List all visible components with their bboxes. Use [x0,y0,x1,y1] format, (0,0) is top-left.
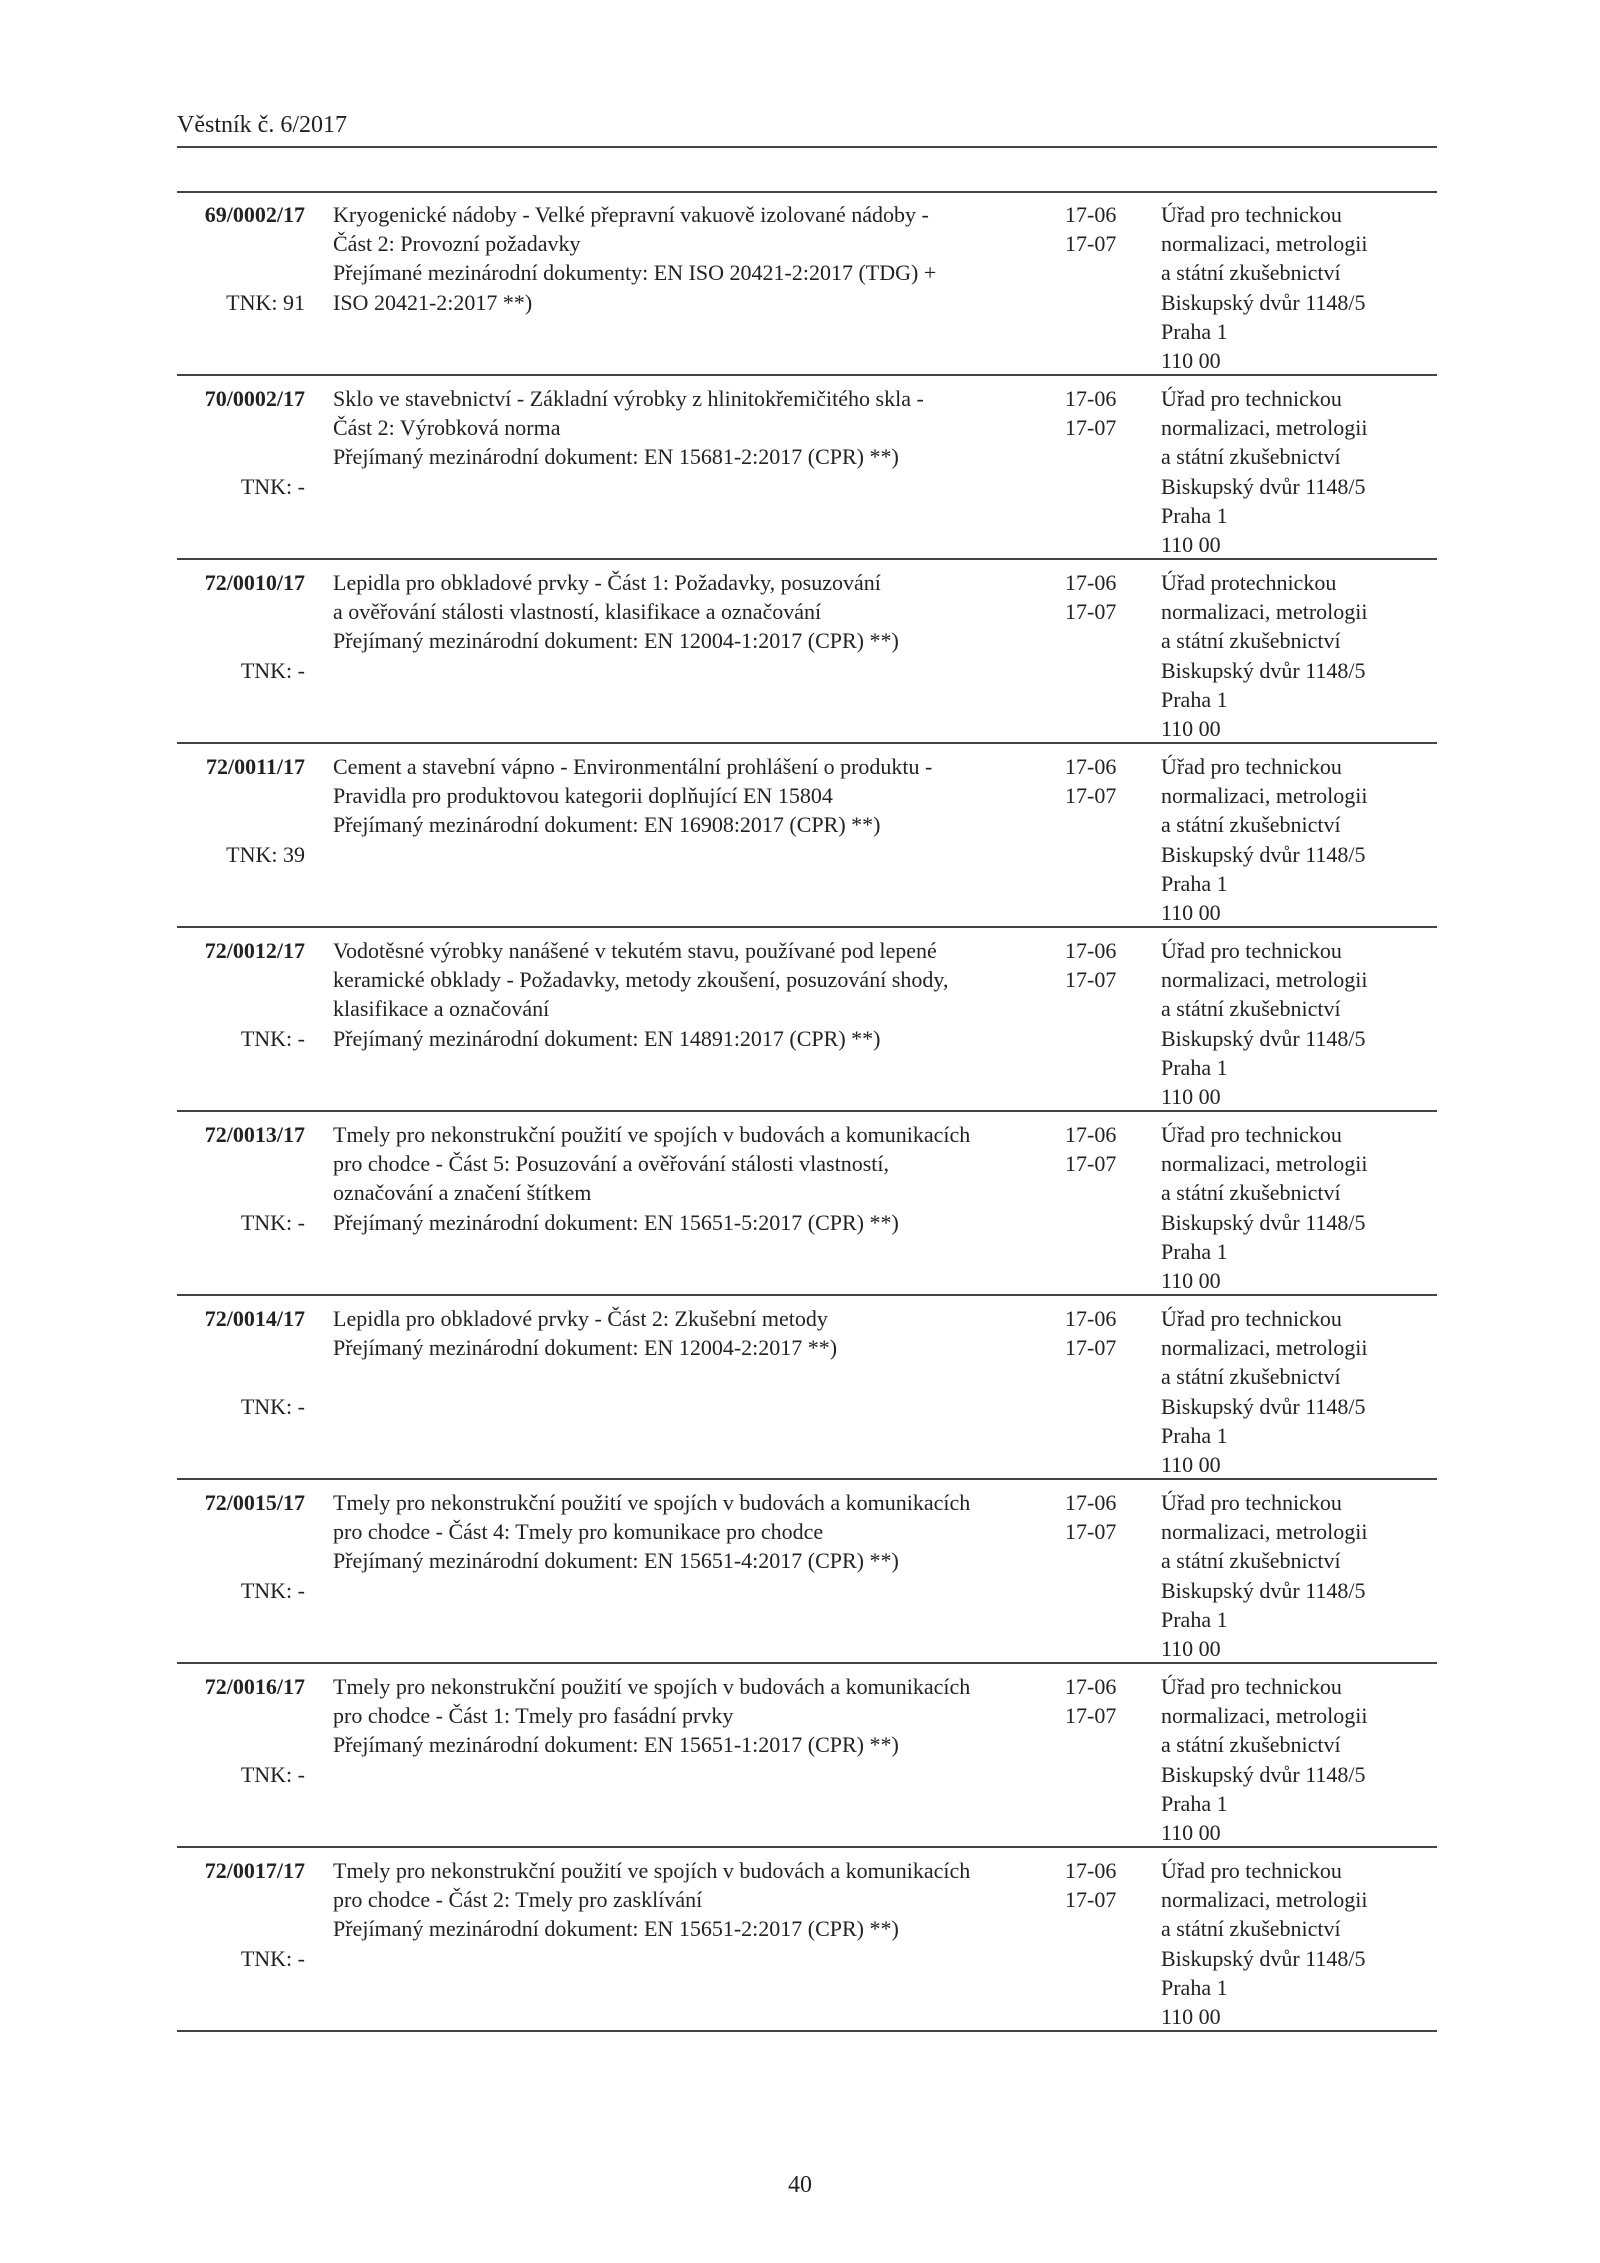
organization-cell [1161,384,1441,559]
organization-line: Praha 1 [1161,1422,1228,1448]
organization-line: Úřad pro technickou [1161,386,1342,411]
organization-line: 110 00 [1161,1636,1221,1662]
description-line: Tmely pro nekonstrukční použití ve spojích v budovách a komunikacích [333,1490,971,1515]
tnk-number: TNK: - [240,1209,305,1235]
dates-line: 17-06 [1065,1122,1117,1147]
description-cell [333,1120,1053,1237]
page-number: 40 [788,2172,812,2198]
organization-line: 110 00 [1161,1268,1221,1294]
organization-line: normalizaci, metrologii [1161,231,1368,257]
dates-line: 17-06 [1065,1674,1117,1699]
organization-line: normalizaci, metrologii [1161,1703,1368,1729]
description-line: Přejímaný mezinárodní dokument: EN 15651-5:2017 (CPR) **) [333,1209,899,1235]
dates-line: 17-06 [1065,938,1117,963]
description-cell [333,200,1053,317]
description-line: Přejímaný mezinárodní dokument: EN 12004-2:2017 **) [333,1335,838,1361]
dates-line: 17-07 [1065,1151,1117,1177]
description-line: Sklo ve stavebnictví - Základní výrobky z hlinitokřemičitého skla - [333,386,924,411]
organization-line: normalizaci, metrologii [1161,1151,1368,1177]
organization-line: 110 00 [1161,716,1221,742]
tnk-number: TNK: 91 [226,289,305,315]
organization-line: Praha 1 [1161,686,1228,712]
dates-line: 17-06 [1065,570,1117,595]
table-row [177,1480,1437,1664]
description-line: Přejímaný mezinárodní dokument: EN 12004-1:2017 (CPR) **) [333,628,899,654]
dates-cell [1065,1120,1145,1178]
description-line: Přejímaný mezinárodní dokument: EN 14891:2017 (CPR) **) [333,1025,881,1051]
tnk-number: TNK: - [240,1025,305,1051]
dates-cell [1065,1488,1145,1546]
table-row [177,744,1437,928]
organization-line: 110 00 [1161,1452,1221,1478]
tnk-number: TNK: - [240,473,305,499]
description-cell [333,384,1053,472]
organization-line: Praha 1 [1161,870,1228,896]
description-line: Část 2: Výrobková norma [333,415,561,441]
description-line: Tmely pro nekonstrukční použití ve spojích v budovách a komunikacích [333,1858,971,1883]
organization-line: Biskupský dvůr 1148/5 [1161,1761,1366,1787]
standard-code: 72/0017/17 [204,1858,305,1883]
page-header-title: Věstník č. 6/2017 [177,112,347,138]
dates-line: 17-07 [1065,1519,1117,1545]
organization-cell [1161,1304,1441,1479]
dates-cell [1065,936,1145,994]
tnk-number: TNK: - [240,1577,305,1603]
organization-line: a státní zkušebnictví [1161,260,1341,286]
description-line: pro chodce - Část 4: Tmely pro komunikace pro chodce [333,1519,824,1545]
organization-line: Biskupský dvůr 1148/5 [1161,1209,1366,1235]
organization-line: a státní zkušebnictví [1161,1548,1341,1574]
table-row [177,1664,1437,1848]
organization-line: Biskupský dvůr 1148/5 [1161,1577,1366,1603]
table-row [177,1112,1437,1296]
organization-line: Biskupský dvůr 1148/5 [1161,289,1366,315]
tnk-number: TNK: - [240,657,305,683]
organization-line: Úřad pro technickou [1161,1306,1342,1331]
organization-line: Úřad pro technickou [1161,1858,1342,1883]
description-line: Tmely pro nekonstrukční použití ve spojích v budovách a komunikacích [333,1122,971,1147]
organization-line: 110 00 [1161,348,1221,374]
dates-cell [1065,568,1145,626]
standards-table [177,192,1437,2032]
dates-line: 17-07 [1065,231,1117,257]
organization-line: Biskupský dvůr 1148/5 [1161,657,1366,683]
organization-line: a státní zkušebnictví [1161,996,1341,1022]
table-row [177,1296,1437,1480]
organization-line: Úřad pro technickou [1161,1122,1342,1147]
dates-line: 17-06 [1065,1858,1117,1883]
organization-line: Biskupský dvůr 1148/5 [1161,473,1366,499]
description-cell [333,1304,1053,1362]
description-cell [333,1672,1053,1760]
dates-cell [1065,752,1145,810]
description-line: pro chodce - Část 2: Tmely pro zasklívání [333,1887,703,1913]
dates-line: 17-07 [1065,1335,1117,1361]
organization-line: Úřad protechnickou [1161,570,1337,595]
dates-line: 17-07 [1065,967,1117,993]
organization-line: Úřad pro technickou [1161,1674,1342,1699]
description-line: Kryogenické nádoby - Velké přepravní vakuově izolované nádoby - [333,202,929,227]
organization-line: a státní zkušebnictví [1161,444,1341,470]
description-cell [333,936,1053,1053]
dates-line: 17-07 [1065,599,1117,625]
organization-line: Biskupský dvůr 1148/5 [1161,841,1366,867]
standard-code: 72/0010/17 [204,570,305,595]
dates-cell [1065,1304,1145,1362]
organization-cell [1161,1120,1441,1295]
organization-line: a státní zkušebnictví [1161,628,1341,654]
organization-line: a státní zkušebnictví [1161,1732,1341,1758]
organization-line: normalizaci, metrologii [1161,1335,1368,1361]
organization-line: normalizaci, metrologii [1161,1887,1368,1913]
organization-cell [1161,568,1441,743]
description-line: Tmely pro nekonstrukční použití ve spojích v budovách a komunikacích [333,1674,971,1699]
dates-line: 17-07 [1065,1887,1117,1913]
tnk-number: TNK: - [240,1761,305,1787]
description-line: pro chodce - Část 1: Tmely pro fasádní prvky [333,1703,734,1729]
tnk-number: TNK: - [240,1393,305,1419]
standard-code: 72/0015/17 [204,1490,305,1515]
description-line: Přejímaný mezinárodní dokument: EN 15651-2:2017 (CPR) **) [333,1916,899,1942]
organization-line: Úřad pro technickou [1161,754,1342,779]
tnk-number: TNK: - [240,1945,305,1971]
organization-line: Praha 1 [1161,1054,1228,1080]
description-line: Přejímané mezinárodní dokumenty: EN ISO 20421-2:2017 (TDG) + [333,260,937,286]
description-line: Lepidla pro obkladové prvky - Část 2: Zkušební metody [333,1306,828,1331]
description-cell [333,752,1053,840]
description-line: Lepidla pro obkladové prvky - Část 1: Požadavky, posuzování [333,570,881,595]
organization-line: normalizaci, metrologii [1161,1519,1368,1545]
standard-code: 69/0002/17 [204,202,305,227]
standard-code: 72/0013/17 [204,1122,305,1147]
dates-line: 17-06 [1065,202,1117,227]
standard-code: 70/0002/17 [204,386,305,411]
organization-line: Úřad pro technickou [1161,1490,1342,1515]
dates-line: 17-06 [1065,1306,1117,1331]
organization-line: Praha 1 [1161,502,1228,528]
organization-line: Biskupský dvůr 1148/5 [1161,1393,1366,1419]
description-line: klasifikace a označování [333,996,550,1022]
organization-line: normalizaci, metrologii [1161,599,1368,625]
organization-line: a státní zkušebnictví [1161,1364,1341,1390]
organization-line: Praha 1 [1161,1974,1228,2000]
description-line: ISO 20421-2:2017 **) [333,289,533,315]
description-line: Pravidla pro produktovou kategorii doplňující EN 15804 [333,783,833,809]
description-line: Vodotěsné výrobky nanášené v tekutém stavu, používané pod lepené [333,938,937,963]
dates-line: 17-06 [1065,1490,1117,1515]
description-line: a ověřování stálosti vlastností, klasifikace a označování [333,599,822,625]
organization-line: Praha 1 [1161,1790,1228,1816]
dates-cell [1065,384,1145,442]
organization-line: a státní zkušebnictví [1161,1180,1341,1206]
dates-cell [1065,1856,1145,1914]
organization-cell [1161,1856,1441,2031]
organization-line: 110 00 [1161,900,1221,926]
dates-line: 17-06 [1065,386,1117,411]
organization-line: Praha 1 [1161,318,1228,344]
organization-line: a státní zkušebnictví [1161,812,1341,838]
organization-line: Praha 1 [1161,1606,1228,1632]
description-line: Přejímaný mezinárodní dokument: EN 15651-4:2017 (CPR) **) [333,1548,899,1574]
dates-line: 17-07 [1065,415,1117,441]
table-row [177,928,1437,1112]
tnk-number: TNK: 39 [226,841,305,867]
description-line: Přejímaný mezinárodní dokument: EN 16908:2017 (CPR) **) [333,812,881,838]
organization-line: Biskupský dvůr 1148/5 [1161,1945,1366,1971]
organization-line: 110 00 [1161,1820,1221,1846]
dates-cell [1065,1672,1145,1730]
description-cell [333,1856,1053,1944]
organization-cell [1161,936,1441,1111]
organization-line: 110 00 [1161,2004,1221,2030]
standard-code: 72/0014/17 [204,1306,305,1331]
organization-cell [1161,200,1441,375]
organization-line: 110 00 [1161,532,1221,558]
table-row [177,1848,1437,2032]
organization-line: normalizaci, metrologii [1161,967,1368,993]
description-line: Přejímaný mezinárodní dokument: EN 15681-2:2017 (CPR) **) [333,444,899,470]
header-rule [177,146,1437,148]
description-line: pro chodce - Část 5: Posuzování a ověřování stálosti vlastností, [333,1151,890,1177]
standard-code: 72/0012/17 [204,938,305,963]
organization-line: normalizaci, metrologii [1161,415,1368,441]
organization-line: Praha 1 [1161,1238,1228,1264]
organization-line: Úřad pro technickou [1161,938,1342,963]
table-row [177,560,1437,744]
organization-cell [1161,752,1441,927]
table-row [177,192,1437,376]
description-line: keramické obklady - Požadavky, metody zkoušení, posuzování shody, [333,967,949,993]
organization-cell [1161,1488,1441,1663]
description-line: Cement a stavební vápno - Environmentální prohlášení o produktu - [333,754,933,779]
organization-cell [1161,1672,1441,1847]
organization-line: Úřad pro technickou [1161,202,1342,227]
dates-line: 17-06 [1065,754,1117,779]
organization-line: a státní zkušebnictví [1161,1916,1341,1942]
organization-line: 110 00 [1161,1084,1221,1110]
description-line: Část 2: Provozní požadavky [333,231,581,257]
table-row [177,376,1437,560]
organization-line: normalizaci, metrologii [1161,783,1368,809]
dates-line: 17-07 [1065,783,1117,809]
standard-code: 72/0016/17 [204,1674,305,1699]
organization-line: Biskupský dvůr 1148/5 [1161,1025,1366,1051]
description-cell [333,568,1053,656]
dates-line: 17-07 [1065,1703,1117,1729]
dates-cell [1065,200,1145,258]
description-line: Přejímaný mezinárodní dokument: EN 15651-1:2017 (CPR) **) [333,1732,899,1758]
description-cell [333,1488,1053,1576]
standard-code: 72/0011/17 [205,754,305,779]
description-line: označování a značení štítkem [333,1180,592,1206]
